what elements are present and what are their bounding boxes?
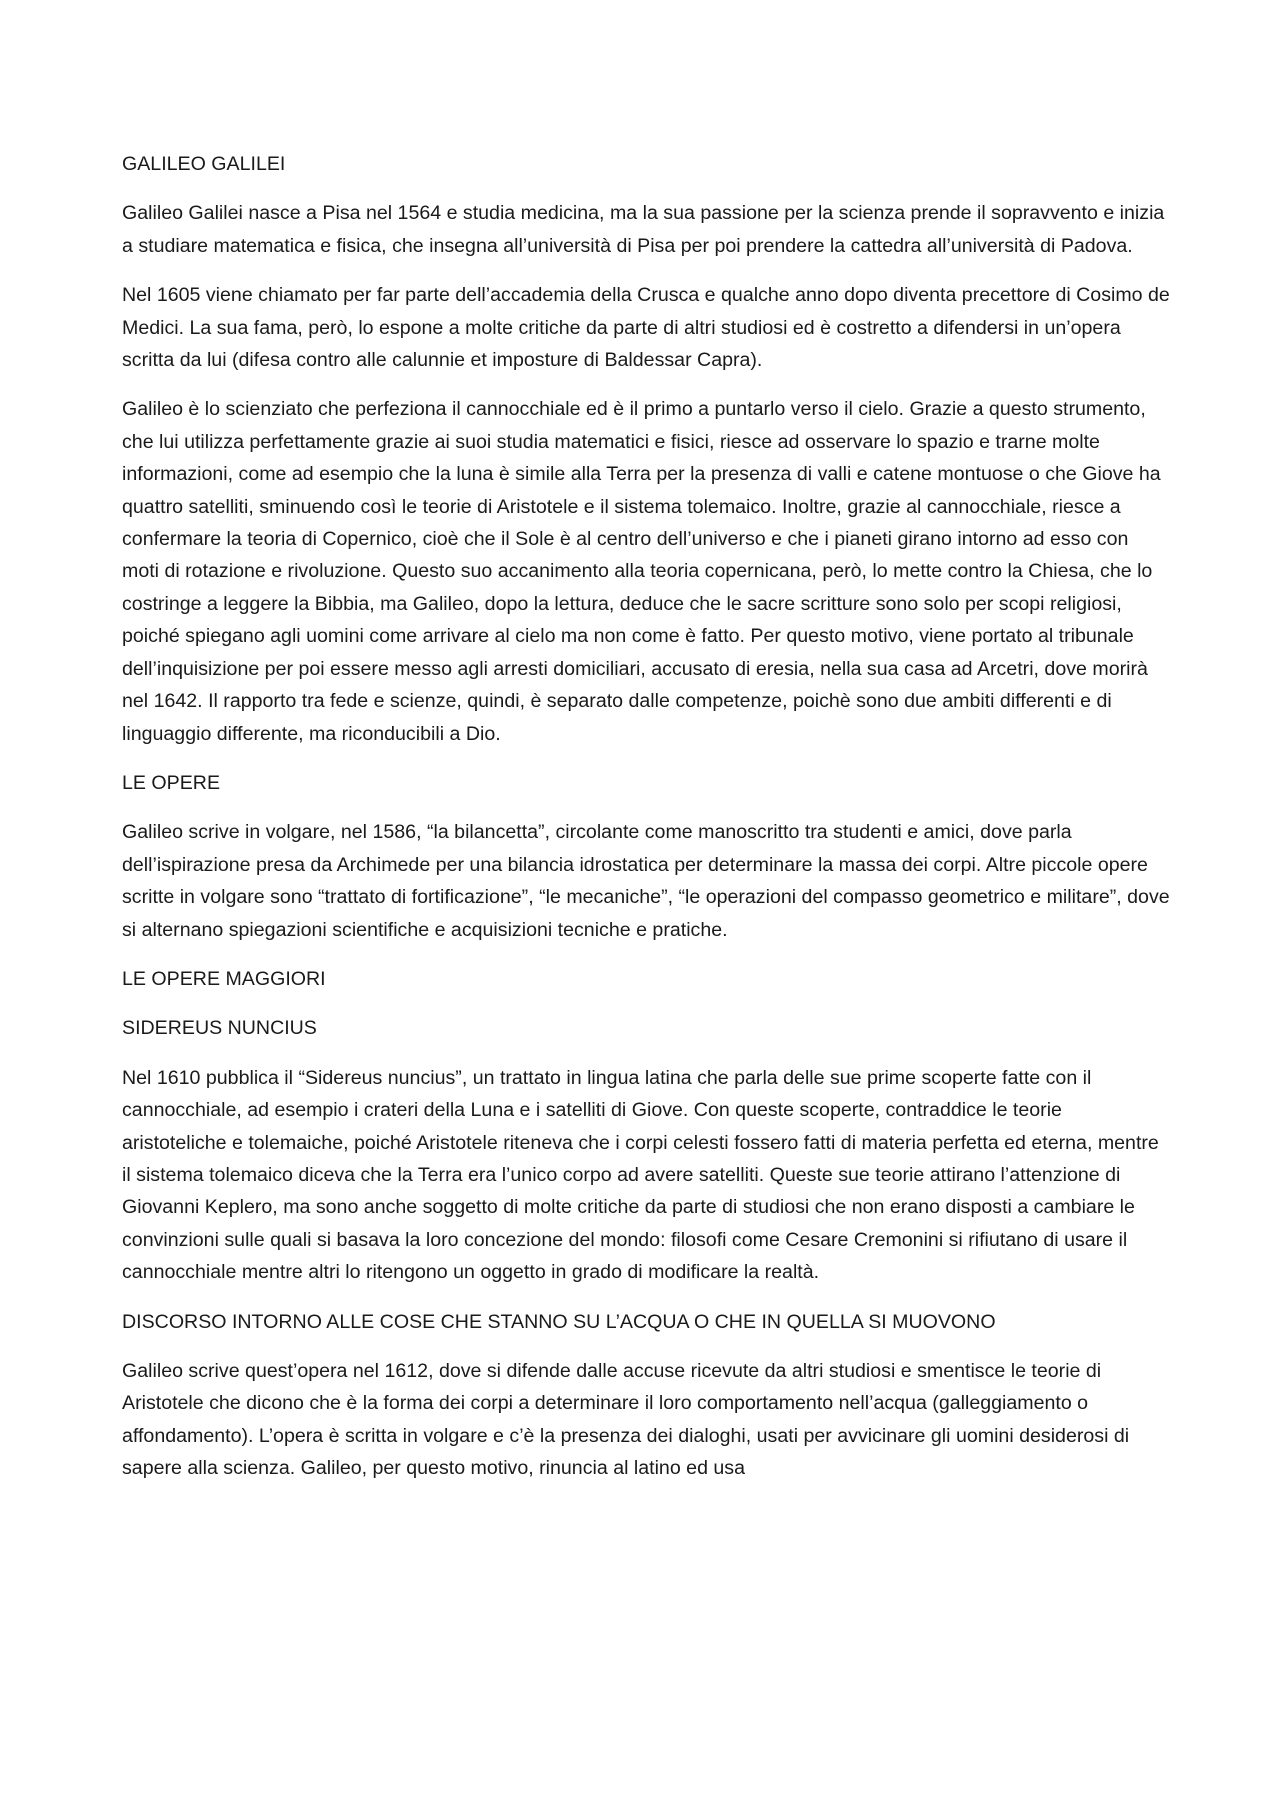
paragraph-intro: Galileo Galilei nasce a Pisa nel 1564 e studia medicina, ma la sua passione per la scienza prende il sopravvento e inizia a studiare matematica e fisica, che insegna all’università di Pisa per poi prendere la cattedra all’università di Padova. bbox=[122, 202, 1165, 257]
paragraph-sidereus: Nel 1610 pubblica il “Sidereus nuncius”, un trattato in lingua latina che parla delle sue prime scoperte fatte con il cannocchiale, ad esempio i crateri della Luna e i satelliti di Giove. Con queste scoperte, contraddice le teorie aristoteliche e tolemaiche, poiché Aristotele riteneva che i corpi celesti fossero fatti di materia perfetta ed eterna, mentre il sistema tolemaico diceva che la Terra era l’unico corpo ad avere satelliti. Queste sue teorie attirano l’attenzione di Giovanni Keplero, ma sono anche soggetto di molte critiche da parte di studiosi che non erano disposti a cambiare le convinzioni sulle quali si basava la loro concezione del mondo: filosofi come Cesare Cremonini si rifiutano di usare il cannocchiale mentre altri lo ritengono un oggetto in grado di modificare la realtà. bbox=[122, 1066, 1159, 1284]
document-body bbox=[122, 148, 1170, 1502]
paragraph-discorso: Galileo scrive quest’opera nel 1612, dove si difende dalle accuse ricevute da altri studiosi e smentisce le teorie di Aristotele che dicono che è la forma dei corpi a determinare il loro comportamento nell’acqua (galleggiamento o affondamento). L’opera è scritta in volgare e c’è la presenza dei dialoghi, usati per avvicinare gli uomini desiderosi di sapere alla scienza. Galileo, per questo motivo, rinuncia al latino ed usa bbox=[122, 1360, 1130, 1480]
heading-le-opere: LE OPERE bbox=[122, 771, 221, 794]
paragraph-opere: Galileo scrive in volgare, nel 1586, “la bilancetta”, circolante come manoscritto tra studenti e amici, dove parla dell’ispirazione presa da Archimede per una bilancia idrostatica per determinare la massa dei corpi. Altre piccole opere scritte in volgare sono “trattato di fortificazione”, “le mecaniche”, “le operazioni del compasso geometrico e militare”, dove si alternano spiegazioni scientifiche e acquisizioni tecniche e pratiche. bbox=[122, 821, 1170, 941]
paragraph-crusca: Nel 1605 viene chiamato per far parte dell’accademia della Crusca e qualche anno dopo diventa precettore di Cosimo de Medici. La sua fama, però, lo espone a molte critiche da parte di altri studiosi ed è costretto a difendersi in un’opera scritta da lui (difesa contro alle calunnie et imposture di Baldessar Capra). bbox=[122, 284, 1170, 372]
heading-discorso: DISCORSO INTORNO ALLE COSE CHE STANNO SU L’ACQUA O CHE IN QUELLA SI MUOVONO bbox=[122, 1310, 996, 1333]
heading-opere-maggiori: LE OPERE MAGGIORI bbox=[122, 967, 326, 990]
heading-sidereus-nuncius: SIDEREUS NUNCIUS bbox=[122, 1017, 317, 1040]
document-title: GALILEO GALILEI bbox=[122, 153, 286, 175]
paragraph-cannocchiale: Galileo è lo scienziato che perfeziona il cannocchiale ed è il primo a puntarlo verso il cielo. Grazie a questo strumento, che lui utilizza perfettamente grazie ai suoi studia matematici e fisici, riesce ad osservare lo spazio e trarne molte informazioni, come ad esempio che la luna è simile alla Terra per la presenza di valli e catene montuose o che Giove ha quattro satelliti, sminuendo così le teorie di Aristotele e il sistema tolemaico. Inoltre, grazie al cannocchiale, riesce a confermare la teoria di Copernico, cioè che il Sole è al centro dell’universo e che i pianeti girano intorno ad esso con moti di rotazione e rivoluzione. Questo suo accanimento alla teoria copernicana, però, lo mette contro la Chiesa, che lo costringe a leggere la Bibbia, ma Galileo, dopo la lettura, deduce che le sacre scritture sono solo per scopi religiosi, poiché spiegano agli uomini come arrivare al cielo ma non come è fatto. Per questo motivo, viene portato al tribunale dell’inquisizione per poi essere messo agli arresti domiciliari, accusato di eresia, nella sua casa ad Arcetri, dove morirà nel 1642. Il rapporto tra fede e scienze, quindi, è separato dalle competenze, poichè sono due ambiti differenti e di linguaggio differente, ma riconducibili a Dio. bbox=[122, 398, 1161, 745]
